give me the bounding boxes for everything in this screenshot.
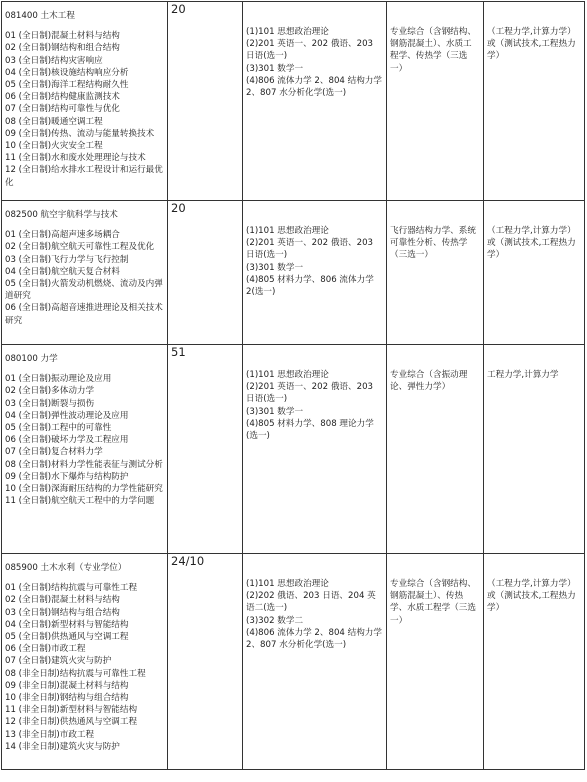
exam-item: (1)101 思想政治理论 bbox=[246, 579, 329, 589]
direction-item: 04 (全日制)核设施结构响应分析 bbox=[5, 67, 129, 78]
retest-cell: 专业综合（含钢结构、钢筋混凝土）、传热学、水质工程学（三选一） bbox=[387, 554, 484, 770]
direction-item: 04 (全日制)弹性波动理论及应用 bbox=[5, 410, 129, 421]
quota-cell: 20 bbox=[168, 2, 243, 201]
equal-addition-cell: （工程力学,计算力学）或（测试技术,工程热力学） bbox=[484, 554, 585, 770]
direction-item: 04 (全日制)新型材料与智能结构 bbox=[5, 619, 129, 630]
direction-item: 03 (全日制)飞行力学与飞行控制 bbox=[5, 254, 129, 265]
retest-cell: 飞行器结构力学、系统可靠性分析、传热学（三选一） bbox=[387, 201, 484, 345]
exam-item: (1)101 思想政治理论 bbox=[246, 370, 329, 380]
direction-item: 01 (全日制)振动理论及应用 bbox=[5, 374, 112, 385]
direction-item: 09 (全日制)水下爆炸与结构防护 bbox=[5, 471, 129, 482]
program-cell bbox=[2, 201, 168, 345]
quota-cell: 51 bbox=[168, 345, 243, 554]
exam-item: (3)301 数学一 bbox=[246, 406, 304, 417]
program-title: 080100 力学 bbox=[5, 354, 58, 364]
exam-cell bbox=[243, 345, 387, 554]
direction-item: 09 (全日制)传热、流动与能量转换技术 bbox=[5, 128, 155, 139]
direction-item: 14 (非全日制)建筑火灾与防护 bbox=[5, 741, 120, 752]
direction-item: 02 (全日制)混凝土材料与结构 bbox=[5, 595, 120, 606]
exam-cell bbox=[243, 554, 387, 770]
direction-item: 05 (全日制)海洋工程结构耐久性 bbox=[5, 80, 129, 91]
program-title: 085900 土木水利（专业学位） bbox=[5, 563, 127, 573]
direction-item: 02 (全日制)航空航天可靠性工程及优化 bbox=[5, 242, 155, 253]
program-title: 081400 土木工程 bbox=[5, 11, 75, 21]
table-row bbox=[2, 554, 585, 770]
direction-item: 11 (全日制)航空航天工程中的力学问题 bbox=[5, 496, 155, 507]
exam-item: (2)201 英语一、202 俄语、203 日语(选一) bbox=[246, 238, 374, 261]
direction-item: 08 (全日制)材料力学性能表征与测试分析 bbox=[5, 459, 163, 470]
exam-item: (2)201 英语一、202 俄语、203 日语(选一) bbox=[246, 382, 374, 405]
table-row bbox=[2, 201, 585, 345]
exam-item: (3)302 数学二 bbox=[246, 615, 304, 626]
table-row bbox=[2, 2, 585, 201]
retest-cell: 专业综合（含钢结构、钢筋混凝土）、水质工程学、传热学（三选一） bbox=[387, 2, 484, 201]
direction-item: 01 (全日制)高超声速多场耦合 bbox=[5, 230, 120, 241]
direction-item: 01 (全日制)结构抗震与可靠性工程 bbox=[5, 583, 138, 594]
direction-item: 07 (全日制)复合材料力学 bbox=[5, 447, 103, 458]
direction-item: 02 (全日制)多体动力学 bbox=[5, 386, 95, 397]
direction-item: 12 (非全日制)供热通风与空调工程 bbox=[5, 717, 138, 728]
admissions-table bbox=[1, 1, 585, 770]
direction-item: 11 (全日制)水和废水处理理论与技术 bbox=[5, 153, 146, 164]
equal-addition-cell: （工程力学,计算力学）或（测试技术,工程热力学） bbox=[484, 201, 585, 345]
equal-addition-cell: （工程力学,计算力学）或（测试技术,工程热力学） bbox=[484, 2, 585, 201]
direction-item: 05 (全日制)工程中的可靠性 bbox=[5, 423, 112, 434]
exam-item: (4)805 材料力学、808 理论力学(选一) bbox=[246, 418, 374, 442]
direction-item: 06 (全日制)市政工程 bbox=[5, 644, 86, 655]
direction-item: 03 (全日制)结构灾害响应 bbox=[5, 55, 103, 66]
equal-addition-cell: 工程力学,计算力学 bbox=[484, 345, 585, 554]
direction-item: 09 (非全日制)混凝土材料与结构 bbox=[5, 680, 129, 691]
program-cell bbox=[2, 345, 168, 554]
direction-item: 05 (全日制)供热通风与空调工程 bbox=[5, 632, 129, 643]
direction-item: 01 (全日制)混凝土材料与结构 bbox=[5, 31, 120, 42]
direction-item: 10 (全日制)深海耐压结构的力学性能研究 bbox=[5, 484, 163, 495]
direction-item: 13 (非全日制)市政工程 bbox=[5, 729, 95, 740]
direction-item: 07 (全日制)建筑火灾与防护 bbox=[5, 656, 112, 667]
exam-item: (2)201 英语一、202 俄语、203 日语(选一) bbox=[246, 39, 374, 62]
direction-item: 03 (全日制)断裂与损伤 bbox=[5, 398, 95, 409]
direction-item: 06 (全日制)破坏力学及工程应用 bbox=[5, 435, 129, 446]
exam-item: (3)301 数学一 bbox=[246, 262, 304, 273]
direction-item: 10 (非全日制)钢结构与组合结构 bbox=[5, 693, 129, 704]
exam-cell bbox=[243, 2, 387, 201]
program-title: 082500 航空宇航科学与技术 bbox=[5, 210, 118, 220]
retest-cell: 专业综合（含振动理论、弹性力学） bbox=[387, 345, 484, 554]
direction-item: 05 (全日制)火箭发动机燃烧、流动及内弹道研究 bbox=[5, 279, 163, 302]
direction-item: 04 (全日制)航空航天复合材料 bbox=[5, 266, 120, 277]
direction-item: 03 (全日制)钢结构与组合结构 bbox=[5, 607, 120, 618]
program-cell bbox=[2, 554, 168, 770]
direction-item: 07 (全日制)结构可靠性与优化 bbox=[5, 104, 120, 115]
exam-item: (1)101 思想政治理论 bbox=[246, 226, 329, 236]
direction-item: 10 (全日制)火灾安全工程 bbox=[5, 141, 103, 152]
direction-item: 12 (全日制)给水排水工程设计和运行最优化 bbox=[5, 165, 163, 188]
direction-item: 06 (全日制)高超音速推进理论及相关技术研究 bbox=[5, 303, 163, 326]
program-cell bbox=[2, 2, 168, 201]
direction-item: 02 (全日制)钢结构和组合结构 bbox=[5, 43, 120, 54]
exam-item: (3)301 数学一 bbox=[246, 63, 304, 74]
direction-item: 06 (全日制)结构健康监测技术 bbox=[5, 92, 120, 103]
exam-item: (4)806 流体力学 2、804 结构力学 2、807 水分析化学(选一) bbox=[246, 627, 382, 651]
exam-item: (4)806 流体力学 2、804 结构力学 2、807 水分析化学(选一) bbox=[246, 75, 382, 99]
exam-item: (2)202 俄语、203 日语、204 英语二(选一) bbox=[246, 591, 376, 614]
quota-cell: 24/10 bbox=[168, 554, 243, 770]
direction-item: 08 (非全日制)结构抗震与可靠性工程 bbox=[5, 668, 146, 679]
direction-item: 11 (非全日制)新型材料与智能结构 bbox=[5, 705, 138, 716]
exam-item: (1)101 思想政治理论 bbox=[246, 27, 329, 37]
exam-cell bbox=[243, 201, 387, 345]
direction-item: 08 (全日制)暖通空调工程 bbox=[5, 116, 103, 127]
quota-cell: 20 bbox=[168, 201, 243, 345]
exam-item: (4)805 材料力学、806 流体力学 2(选一) bbox=[246, 274, 374, 298]
table-row bbox=[2, 345, 585, 554]
